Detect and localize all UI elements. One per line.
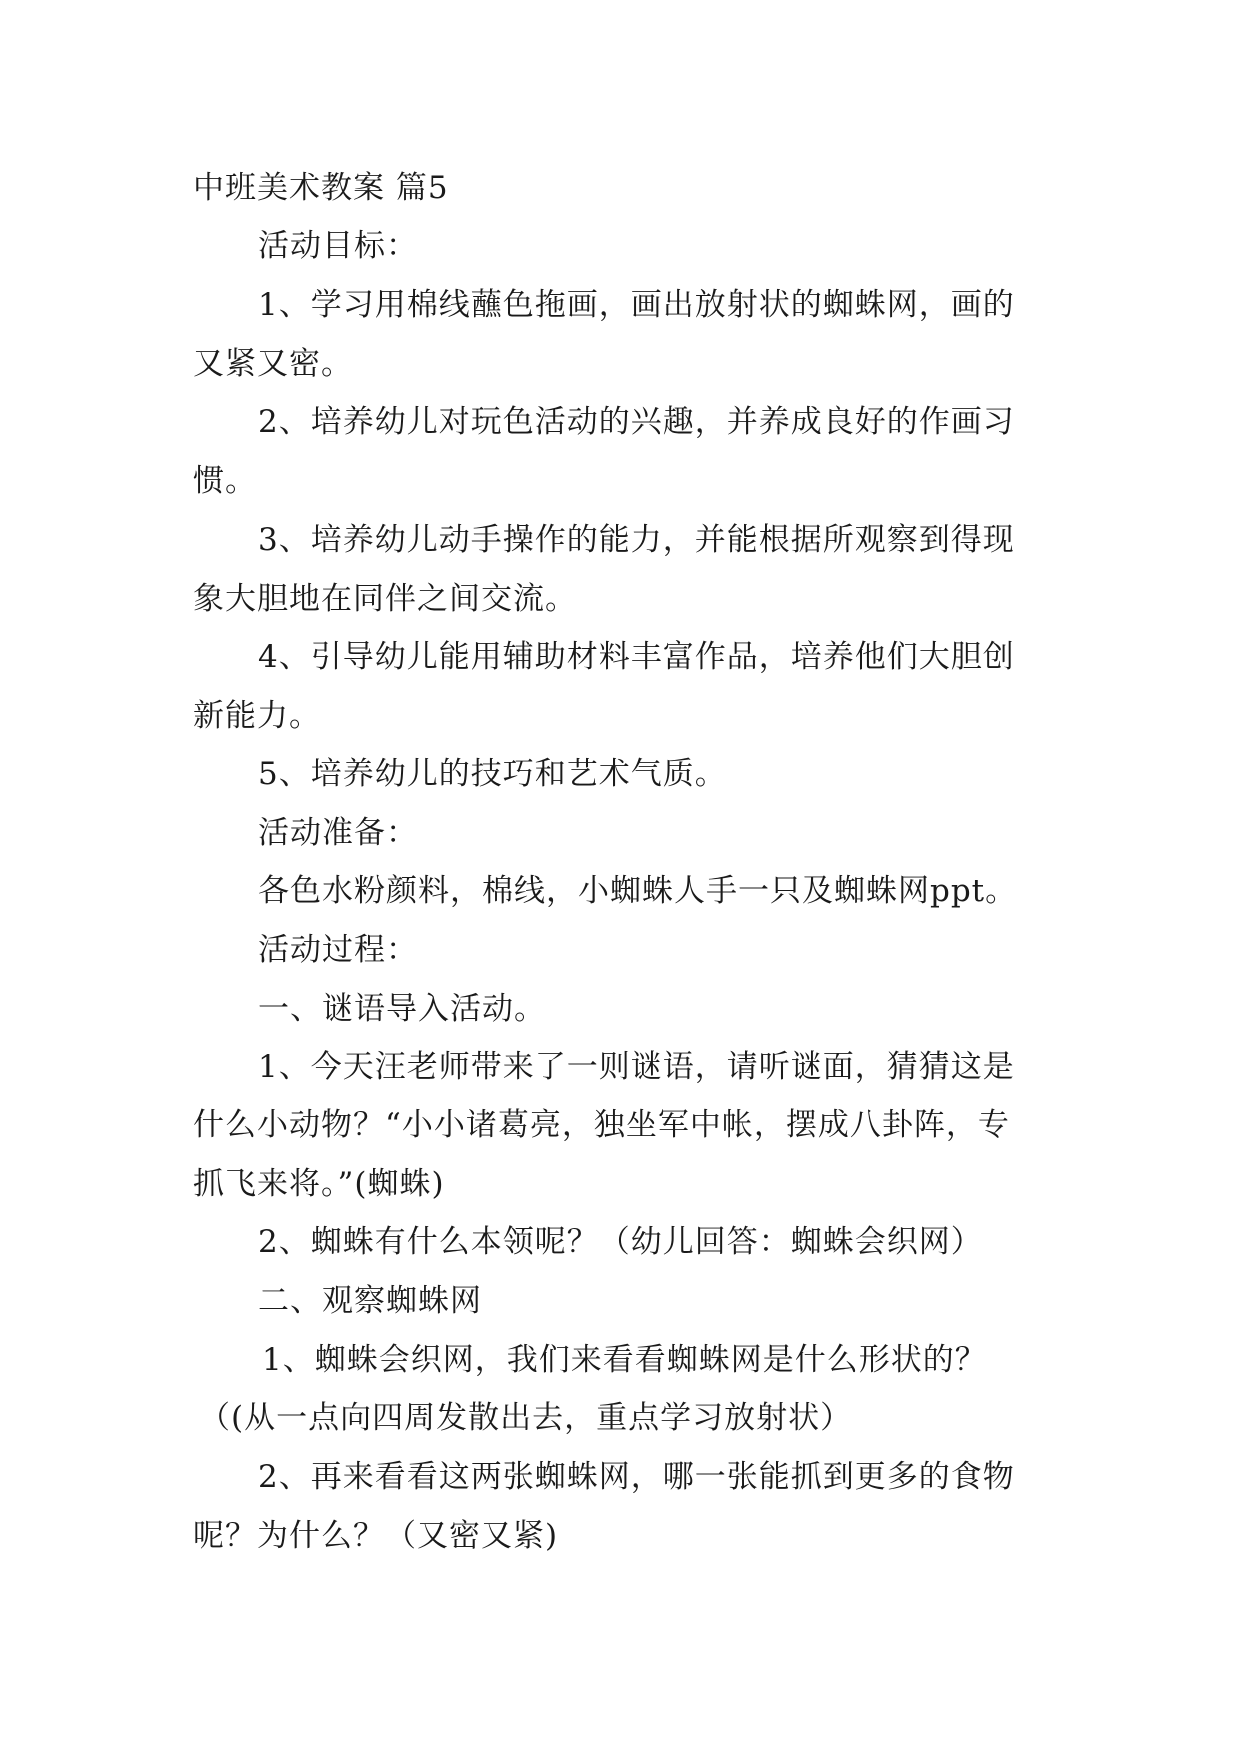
paragraph-line: 什么小动物？“小小诸葛亮，独坐军中帐，摆成八卦阵，专 [193, 1107, 1010, 1143]
paragraph-line: 一、谜语导入活动。 [258, 991, 546, 1027]
paragraph-line: 1、蜘蛛会织网，我们来看看蜘蛛网是什么形状的？ [262, 1342, 987, 1378]
paragraph-line: 象大胆地在同伴之间交流。 [193, 581, 577, 617]
paragraph-line: （(从一点向四周发散出去，重点学习放射状） [199, 1400, 853, 1436]
paragraph-line: 3、培养幼儿动手操作的能力，并能根据所观察到得现 [258, 522, 1015, 558]
paragraph-line: 1、今天汪老师带来了一则谜语，请听谜面，猜猜这是 [258, 1049, 1015, 1085]
paragraph-line: 2、蜘蛛有什么本领呢？（幼儿回答：蜘蛛会织网） [258, 1224, 983, 1260]
paragraph-line: 各色水粉颜料，棉线，小蜘蛛人手一只及蜘蛛网ppt。 [258, 873, 1018, 909]
paragraph-line: 抓飞来将。”(蜘蛛) [193, 1166, 445, 1202]
paragraph-line: 新能力。 [193, 698, 321, 734]
paragraph-line: 5、培养幼儿的技巧和艺术气质。 [258, 756, 727, 792]
paragraph-line: 呢？为什么？（又密又紧) [193, 1518, 559, 1554]
paragraph-line: 1、学习用棉线蘸色拖画，画出放射状的蜘蛛网，画的 [258, 287, 1015, 323]
paragraph-line: 活动过程： [258, 932, 418, 968]
paragraph-line: 2、再来看看这两张蜘蛛网，哪一张能抓到更多的食物 [258, 1459, 1015, 1495]
paragraph-line: 4、引导幼儿能用辅助材料丰富作品，培养他们大胆创 [258, 639, 1015, 675]
document-title: 中班美术教案 篇5 [193, 170, 449, 206]
paragraph-line: 二、观察蜘蛛网 [258, 1283, 482, 1319]
paragraph-line: 活动准备： [258, 815, 418, 851]
paragraph-line: 又紧又密。 [193, 346, 353, 382]
paragraph-line: 惯。 [193, 463, 257, 499]
paragraph-line: 活动目标： [258, 228, 418, 264]
paragraph-line: 2、培养幼儿对玩色活动的兴趣，并养成良好的作画习 [258, 404, 1015, 440]
